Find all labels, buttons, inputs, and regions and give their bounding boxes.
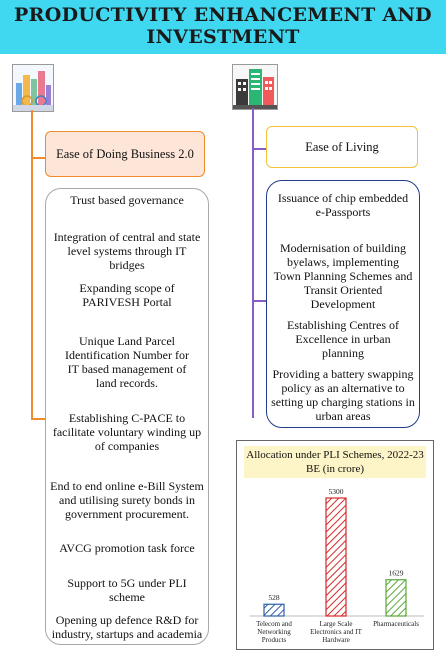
chart-value-label: 5300 xyxy=(328,487,344,496)
chart-value-label: 1629 xyxy=(388,568,404,578)
chart-category-label: Telecom and Networking Products xyxy=(256,620,292,644)
page-title-line-1: PRODUCTIVITY ENHANCEMENT AND xyxy=(14,4,432,26)
chart-bar xyxy=(386,580,406,616)
left-heading: Ease of Doing Business 2.0 xyxy=(56,146,194,161)
left-item: Trust based governance xyxy=(70,193,184,207)
left-item: AVCG promotion task force xyxy=(59,541,195,555)
left-item: End to end online e-Bill System and utilising surety bonds in government procurement. xyxy=(50,479,204,521)
chart-bar xyxy=(264,604,284,616)
page-title xyxy=(0,4,446,48)
right-item: Issuance of chip embedded e-Passports xyxy=(277,191,409,219)
left-item: Establishing C-PACE to facilitate voluntary winding up of companies xyxy=(52,411,202,453)
pli-bar-chart xyxy=(236,480,434,648)
right-items-box xyxy=(266,180,420,428)
city-skyline-icon xyxy=(12,64,54,112)
right-connector-to-list xyxy=(252,300,266,302)
left-item: Integration of central and state level systems through IT bridges xyxy=(53,230,201,272)
right-item: Modernisation of building byelaws, implementing Town Planning Schemes and Transit Oriented Development xyxy=(273,241,413,311)
chart-bar xyxy=(326,498,346,616)
left-item: Expanding scope of PARIVESH Portal xyxy=(79,281,175,309)
right-heading-card xyxy=(266,126,418,168)
right-connector-to-heading xyxy=(252,148,266,150)
left-items-box xyxy=(45,188,209,645)
left-item: Support to 5G under PLI scheme xyxy=(67,576,187,604)
page-title-line-2: INVESTMENT xyxy=(146,26,300,48)
right-item: Providing a battery swapping policy as an alternative to setting up charging stations in urban areas xyxy=(271,367,415,423)
left-heading-card xyxy=(45,131,205,177)
chart-value-label: 528 xyxy=(268,593,280,603)
right-connector-vertical xyxy=(252,108,254,418)
chart-category-label: Pharmaceuticals xyxy=(373,620,419,628)
left-item: Unique Land Parcel Identification Number for IT based management of land records. xyxy=(65,334,189,390)
chart-category-label: Large Scale Electronics and IT Hardware xyxy=(310,620,362,644)
left-item: Opening up defence R&D for industry, startups and academia xyxy=(51,613,203,641)
right-heading: Ease of Living xyxy=(305,139,379,154)
chart-title: Allocation under PLI Schemes, 2022-23 BE (in crore) xyxy=(244,446,426,478)
left-connector-to-list xyxy=(31,418,45,420)
right-item: Establishing Centres of Excellence in urban planning xyxy=(287,318,399,360)
title-banner xyxy=(0,0,446,54)
buildings-icon xyxy=(232,64,278,110)
left-connector-to-heading xyxy=(31,157,45,159)
